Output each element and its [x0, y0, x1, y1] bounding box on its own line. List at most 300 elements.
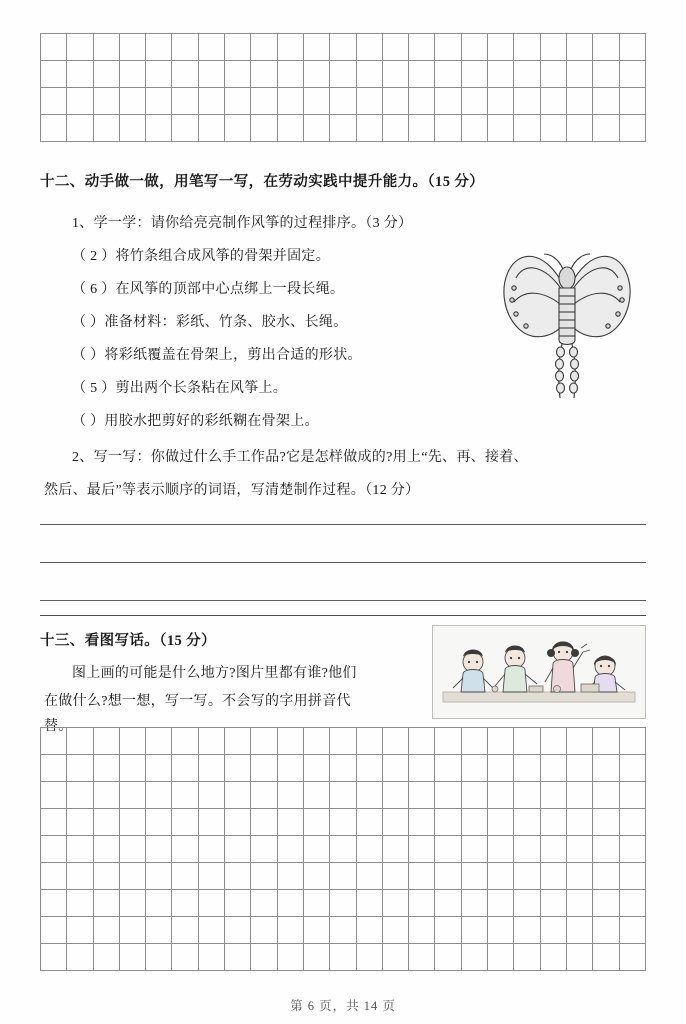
grid-cell[interactable]: [356, 115, 382, 142]
grid-cell[interactable]: [225, 863, 251, 890]
grid-cell[interactable]: [488, 836, 514, 863]
grid-cell[interactable]: [435, 836, 461, 863]
grid-cell[interactable]: [435, 863, 461, 890]
grid-cell[interactable]: [277, 115, 303, 142]
order-item-6[interactable]: （ ）用胶水把剪好的彩纸糊在骨架上。: [72, 414, 319, 429]
grid-cell[interactable]: [172, 944, 198, 971]
grid-cell[interactable]: [330, 755, 356, 782]
grid-cell[interactable]: [198, 115, 224, 142]
grid-cell[interactable]: [382, 61, 408, 88]
answer-rule-1[interactable]: [40, 524, 646, 525]
grid-cell[interactable]: [93, 782, 119, 809]
grid-cell[interactable]: [67, 890, 93, 917]
grid-cell[interactable]: [225, 836, 251, 863]
grid-cell[interactable]: [593, 836, 619, 863]
grid-cell[interactable]: [566, 890, 592, 917]
grid-cell[interactable]: [488, 34, 514, 61]
grid-cell[interactable]: [488, 61, 514, 88]
grid-cell[interactable]: [514, 782, 540, 809]
grid-cell[interactable]: [303, 61, 329, 88]
grid-cell[interactable]: [382, 944, 408, 971]
grid-cell[interactable]: [277, 782, 303, 809]
grid-cell[interactable]: [198, 61, 224, 88]
grid-cell[interactable]: [146, 115, 172, 142]
grid-cell[interactable]: [566, 917, 592, 944]
grid-cell[interactable]: [540, 61, 566, 88]
grid-cell[interactable]: [382, 863, 408, 890]
grid-cell[interactable]: [435, 728, 461, 755]
grid-cell[interactable]: [330, 88, 356, 115]
grid-cell[interactable]: [119, 61, 145, 88]
grid-cell[interactable]: [251, 944, 277, 971]
grid-cell[interactable]: [67, 917, 93, 944]
grid-cell[interactable]: [488, 755, 514, 782]
grid-cell[interactable]: [251, 917, 277, 944]
grid-cell[interactable]: [409, 890, 435, 917]
grid-cell[interactable]: [172, 809, 198, 836]
grid-cell[interactable]: [93, 809, 119, 836]
grid-cell[interactable]: [93, 755, 119, 782]
grid-cell[interactable]: [330, 115, 356, 142]
grid-cell[interactable]: [435, 61, 461, 88]
grid-cell[interactable]: [251, 890, 277, 917]
grid-cell[interactable]: [225, 34, 251, 61]
grid-cell[interactable]: [198, 88, 224, 115]
grid-cell[interactable]: [67, 809, 93, 836]
grid-cell[interactable]: [41, 836, 67, 863]
grid-cell[interactable]: [303, 836, 329, 863]
grid-cell[interactable]: [435, 34, 461, 61]
grid-cell[interactable]: [540, 944, 566, 971]
grid-cell[interactable]: [93, 61, 119, 88]
grid-cell[interactable]: [198, 728, 224, 755]
grid-cell[interactable]: [225, 944, 251, 971]
grid-cell[interactable]: [93, 728, 119, 755]
grid-cell[interactable]: [593, 863, 619, 890]
order-item-5[interactable]: （ 5 ）剪出两个长条粘在风筝上。: [72, 381, 288, 396]
grid-cell[interactable]: [277, 34, 303, 61]
grid-cell[interactable]: [146, 863, 172, 890]
grid-cell[interactable]: [303, 88, 329, 115]
grid-cell[interactable]: [93, 88, 119, 115]
grid-cell[interactable]: [356, 890, 382, 917]
grid-cell[interactable]: [277, 836, 303, 863]
grid-cell[interactable]: [330, 863, 356, 890]
grid-cell[interactable]: [356, 836, 382, 863]
grid-cell[interactable]: [303, 34, 329, 61]
grid-cell[interactable]: [225, 782, 251, 809]
grid-cell[interactable]: [67, 728, 93, 755]
grid-cell[interactable]: [41, 944, 67, 971]
grid-cell[interactable]: [172, 115, 198, 142]
grid-cell[interactable]: [356, 61, 382, 88]
grid-cell[interactable]: [382, 809, 408, 836]
grid-cell[interactable]: [540, 809, 566, 836]
grid-cell[interactable]: [514, 863, 540, 890]
grid-cell[interactable]: [93, 34, 119, 61]
grid-cell[interactable]: [566, 755, 592, 782]
grid-cell[interactable]: [93, 917, 119, 944]
grid-cell[interactable]: [619, 782, 645, 809]
grid-cell[interactable]: [566, 88, 592, 115]
grid-cell[interactable]: [409, 88, 435, 115]
grid-cell[interactable]: [67, 944, 93, 971]
grid-cell[interactable]: [356, 728, 382, 755]
order-item-4[interactable]: （ ）将彩纸覆盖在骨架上，剪出合适的形状。: [72, 348, 362, 363]
grid-cell[interactable]: [67, 782, 93, 809]
grid-cell[interactable]: [409, 944, 435, 971]
grid-cell[interactable]: [409, 782, 435, 809]
grid-cell[interactable]: [514, 836, 540, 863]
grid-cell[interactable]: [514, 890, 540, 917]
grid-cell[interactable]: [593, 782, 619, 809]
grid-cell[interactable]: [461, 61, 487, 88]
grid-cell[interactable]: [41, 782, 67, 809]
grid-cell[interactable]: [566, 115, 592, 142]
grid-cell[interactable]: [93, 836, 119, 863]
writing-grid-bottom[interactable]: [40, 727, 646, 971]
grid-cell[interactable]: [225, 890, 251, 917]
order-item-3[interactable]: （ ）准备材料：彩纸、竹条、胶水、长绳。: [72, 315, 348, 330]
grid-cell[interactable]: [172, 61, 198, 88]
grid-cell[interactable]: [540, 836, 566, 863]
grid-cell[interactable]: [356, 917, 382, 944]
grid-cell[interactable]: [514, 917, 540, 944]
grid-cell[interactable]: [540, 755, 566, 782]
grid-cell[interactable]: [198, 836, 224, 863]
grid-cell[interactable]: [356, 944, 382, 971]
grid-cell[interactable]: [540, 728, 566, 755]
grid-cell[interactable]: [461, 890, 487, 917]
grid-cell[interactable]: [67, 88, 93, 115]
grid-cell[interactable]: [488, 728, 514, 755]
grid-cell[interactable]: [435, 917, 461, 944]
grid-cell[interactable]: [461, 917, 487, 944]
grid-cell[interactable]: [619, 61, 645, 88]
grid-cell[interactable]: [540, 863, 566, 890]
grid-cell[interactable]: [277, 728, 303, 755]
grid-cell[interactable]: [514, 88, 540, 115]
grid-cell[interactable]: [619, 944, 645, 971]
grid-cell[interactable]: [198, 863, 224, 890]
grid-cell[interactable]: [330, 61, 356, 88]
grid-cell[interactable]: [146, 88, 172, 115]
grid-cell[interactable]: [461, 836, 487, 863]
grid-cell[interactable]: [277, 755, 303, 782]
grid-cell[interactable]: [119, 755, 145, 782]
grid-cell[interactable]: [540, 917, 566, 944]
grid-cell[interactable]: [330, 917, 356, 944]
grid-cell[interactable]: [593, 890, 619, 917]
grid-cell[interactable]: [382, 115, 408, 142]
grid-cell[interactable]: [566, 836, 592, 863]
grid-cell[interactable]: [172, 728, 198, 755]
grid-cell[interactable]: [514, 809, 540, 836]
grid-cell[interactable]: [488, 944, 514, 971]
grid-cell[interactable]: [172, 755, 198, 782]
grid-cell[interactable]: [93, 944, 119, 971]
grid-cell[interactable]: [251, 61, 277, 88]
grid-cell[interactable]: [461, 88, 487, 115]
grid-cell[interactable]: [330, 782, 356, 809]
grid-cell[interactable]: [41, 61, 67, 88]
grid-cell[interactable]: [303, 809, 329, 836]
grid-cell[interactable]: [251, 755, 277, 782]
grid-cell[interactable]: [619, 809, 645, 836]
grid-cell[interactable]: [330, 944, 356, 971]
grid-cell[interactable]: [356, 755, 382, 782]
grid-cell[interactable]: [198, 890, 224, 917]
grid-cell[interactable]: [488, 782, 514, 809]
grid-cell[interactable]: [540, 115, 566, 142]
grid-cell[interactable]: [41, 809, 67, 836]
grid-cell[interactable]: [41, 863, 67, 890]
grid-cell[interactable]: [566, 863, 592, 890]
grid-cell[interactable]: [251, 88, 277, 115]
grid-cell[interactable]: [251, 782, 277, 809]
grid-cell[interactable]: [225, 61, 251, 88]
answer-rule-3[interactable]: [40, 600, 646, 601]
grid-cell[interactable]: [146, 890, 172, 917]
grid-cell[interactable]: [619, 890, 645, 917]
grid-cell[interactable]: [619, 34, 645, 61]
grid-cell[interactable]: [566, 728, 592, 755]
grid-cell[interactable]: [41, 755, 67, 782]
grid-cell[interactable]: [146, 836, 172, 863]
grid-cell[interactable]: [382, 755, 408, 782]
grid-cell[interactable]: [303, 115, 329, 142]
grid-cell[interactable]: [146, 782, 172, 809]
grid-cell[interactable]: [93, 115, 119, 142]
grid-cell[interactable]: [277, 61, 303, 88]
grid-cell[interactable]: [146, 755, 172, 782]
grid-cell[interactable]: [593, 755, 619, 782]
grid-cell[interactable]: [488, 88, 514, 115]
grid-cell[interactable]: [435, 115, 461, 142]
grid-cell[interactable]: [619, 115, 645, 142]
grid-cell[interactable]: [198, 809, 224, 836]
grid-cell[interactable]: [619, 728, 645, 755]
grid-cell[interactable]: [225, 115, 251, 142]
grid-cell[interactable]: [356, 34, 382, 61]
grid-cell[interactable]: [461, 115, 487, 142]
grid-cell[interactable]: [93, 890, 119, 917]
grid-cell[interactable]: [225, 917, 251, 944]
grid-cell[interactable]: [461, 728, 487, 755]
order-item-2[interactable]: （ 6 ）在风筝的顶部中心点绑上一段长绳。: [72, 282, 345, 297]
grid-cell[interactable]: [409, 61, 435, 88]
grid-cell[interactable]: [67, 34, 93, 61]
grid-cell[interactable]: [119, 115, 145, 142]
grid-cell[interactable]: [593, 809, 619, 836]
grid-cell[interactable]: [172, 836, 198, 863]
grid-cell[interactable]: [409, 755, 435, 782]
grid-cell[interactable]: [146, 809, 172, 836]
grid-cell[interactable]: [277, 917, 303, 944]
grid-cell[interactable]: [277, 863, 303, 890]
grid-cell[interactable]: [593, 88, 619, 115]
grid-cell[interactable]: [198, 917, 224, 944]
grid-cell[interactable]: [119, 890, 145, 917]
grid-cell[interactable]: [540, 890, 566, 917]
grid-cell[interactable]: [277, 890, 303, 917]
grid-cell[interactable]: [198, 755, 224, 782]
grid-cell[interactable]: [119, 863, 145, 890]
grid-cell[interactable]: [435, 88, 461, 115]
grid-cell[interactable]: [172, 917, 198, 944]
answer-rule-2[interactable]: [40, 562, 646, 563]
grid-cell[interactable]: [409, 34, 435, 61]
grid-cell[interactable]: [593, 917, 619, 944]
grid-cell[interactable]: [146, 917, 172, 944]
grid-cell[interactable]: [356, 863, 382, 890]
grid-cell[interactable]: [461, 944, 487, 971]
grid-cell[interactable]: [172, 88, 198, 115]
grid-cell[interactable]: [540, 782, 566, 809]
grid-cell[interactable]: [330, 890, 356, 917]
grid-cell[interactable]: [67, 863, 93, 890]
grid-cell[interactable]: [330, 836, 356, 863]
grid-cell[interactable]: [41, 88, 67, 115]
grid-cell[interactable]: [67, 755, 93, 782]
grid-cell[interactable]: [198, 782, 224, 809]
grid-cell[interactable]: [619, 863, 645, 890]
grid-cell[interactable]: [540, 34, 566, 61]
grid-cell[interactable]: [540, 88, 566, 115]
grid-cell[interactable]: [225, 755, 251, 782]
grid-cell[interactable]: [330, 809, 356, 836]
grid-cell[interactable]: [593, 728, 619, 755]
grid-cell[interactable]: [566, 944, 592, 971]
grid-cell[interactable]: [566, 782, 592, 809]
grid-cell[interactable]: [461, 755, 487, 782]
grid-cell[interactable]: [41, 917, 67, 944]
grid-cell[interactable]: [409, 728, 435, 755]
grid-cell[interactable]: [119, 88, 145, 115]
grid-cell[interactable]: [593, 115, 619, 142]
grid-cell[interactable]: [435, 809, 461, 836]
grid-cell[interactable]: [488, 863, 514, 890]
grid-cell[interactable]: [435, 782, 461, 809]
grid-cell[interactable]: [488, 890, 514, 917]
grid-cell[interactable]: [67, 836, 93, 863]
grid-cell[interactable]: [356, 782, 382, 809]
grid-cell[interactable]: [356, 88, 382, 115]
grid-cell[interactable]: [119, 809, 145, 836]
grid-cell[interactable]: [356, 809, 382, 836]
grid-cell[interactable]: [435, 944, 461, 971]
grid-cell[interactable]: [41, 115, 67, 142]
grid-cell[interactable]: [198, 34, 224, 61]
grid-cell[interactable]: [251, 115, 277, 142]
grid-cell[interactable]: [593, 34, 619, 61]
grid-cell[interactable]: [303, 917, 329, 944]
grid-cell[interactable]: [382, 782, 408, 809]
grid-cell[interactable]: [277, 944, 303, 971]
grid-cell[interactable]: [382, 836, 408, 863]
grid-cell[interactable]: [225, 728, 251, 755]
grid-cell[interactable]: [93, 863, 119, 890]
grid-cell[interactable]: [119, 836, 145, 863]
grid-cell[interactable]: [41, 34, 67, 61]
grid-cell[interactable]: [119, 728, 145, 755]
grid-cell[interactable]: [566, 61, 592, 88]
grid-cell[interactable]: [619, 917, 645, 944]
grid-cell[interactable]: [514, 61, 540, 88]
grid-cell[interactable]: [172, 34, 198, 61]
grid-cell[interactable]: [409, 917, 435, 944]
grid-cell[interactable]: [488, 115, 514, 142]
grid-cell[interactable]: [409, 115, 435, 142]
grid-cell[interactable]: [593, 61, 619, 88]
grid-cell[interactable]: [251, 34, 277, 61]
grid-cell[interactable]: [409, 809, 435, 836]
grid-cell[interactable]: [251, 863, 277, 890]
grid-cell[interactable]: [41, 728, 67, 755]
grid-cell[interactable]: [514, 115, 540, 142]
grid-cell[interactable]: [566, 34, 592, 61]
grid-cell[interactable]: [251, 836, 277, 863]
grid-cell[interactable]: [593, 944, 619, 971]
grid-cell[interactable]: [146, 61, 172, 88]
grid-cell[interactable]: [435, 755, 461, 782]
grid-cell[interactable]: [514, 728, 540, 755]
grid-cell[interactable]: [488, 809, 514, 836]
grid-cell[interactable]: [566, 809, 592, 836]
grid-cell[interactable]: [619, 836, 645, 863]
grid-cell[interactable]: [67, 115, 93, 142]
grid-cell[interactable]: [225, 88, 251, 115]
grid-cell[interactable]: [303, 728, 329, 755]
grid-cell[interactable]: [172, 863, 198, 890]
grid-cell[interactable]: [303, 863, 329, 890]
grid-cell[interactable]: [225, 809, 251, 836]
grid-cell[interactable]: [303, 944, 329, 971]
grid-cell[interactable]: [514, 34, 540, 61]
grid-cell[interactable]: [514, 944, 540, 971]
grid-cell[interactable]: [382, 34, 408, 61]
grid-cell[interactable]: [461, 863, 487, 890]
grid-cell[interactable]: [409, 863, 435, 890]
grid-cell[interactable]: [461, 782, 487, 809]
grid-cell[interactable]: [461, 34, 487, 61]
grid-cell[interactable]: [382, 728, 408, 755]
grid-cell[interactable]: [461, 809, 487, 836]
grid-cell[interactable]: [198, 944, 224, 971]
grid-cell[interactable]: [119, 917, 145, 944]
grid-cell[interactable]: [119, 34, 145, 61]
grid-cell[interactable]: [382, 890, 408, 917]
grid-cell[interactable]: [172, 782, 198, 809]
grid-cell[interactable]: [146, 34, 172, 61]
grid-cell[interactable]: [382, 88, 408, 115]
grid-cell[interactable]: [303, 890, 329, 917]
grid-cell[interactable]: [119, 782, 145, 809]
grid-cell[interactable]: [619, 755, 645, 782]
grid-cell[interactable]: [67, 61, 93, 88]
grid-cell[interactable]: [119, 944, 145, 971]
grid-cell[interactable]: [619, 88, 645, 115]
grid-cell[interactable]: [251, 809, 277, 836]
grid-cell[interactable]: [330, 728, 356, 755]
grid-cell[interactable]: [41, 890, 67, 917]
grid-cell[interactable]: [172, 890, 198, 917]
grid-cell[interactable]: [277, 88, 303, 115]
grid-cell[interactable]: [382, 917, 408, 944]
grid-cell[interactable]: [514, 755, 540, 782]
order-item-1[interactable]: （ 2 ）将竹条组合成风筝的骨架并固定。: [72, 249, 330, 264]
grid-cell[interactable]: [303, 782, 329, 809]
